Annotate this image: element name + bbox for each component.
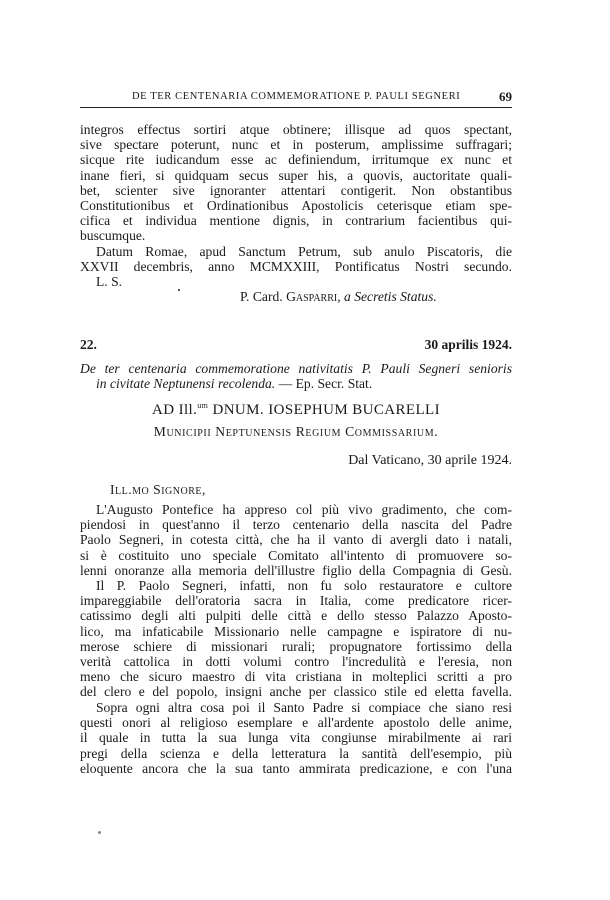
text-line: buscumque. bbox=[80, 228, 146, 244]
text-line: lico, ma infaticabile Missionario nelle campagne e ispiratore di nu- bbox=[80, 623, 512, 639]
text-line: sive spectare poterunt, nunc et in posterum, amplissime suffragari; bbox=[80, 137, 512, 153]
signature bbox=[80, 289, 512, 304]
text-line: Paolo Segneri, in cotesta città, che ha il vanto di avergli dato i natali, bbox=[80, 532, 512, 548]
text-line: bet, scienter sive ignoranter attentari contigerit. Non obstantibus bbox=[80, 182, 512, 198]
text-line: merose schiere di missionari rurali; propugnatore fortissimo della bbox=[80, 638, 512, 654]
print-speck bbox=[178, 289, 180, 291]
text-line: Constitutionibus et Ordinationibus Apostolicis ceterisque etiam spe- bbox=[80, 198, 512, 214]
text-line: Sopra ogni altra cosa poi il Santo Padre si compiace che siano resi bbox=[96, 700, 512, 715]
print-speck bbox=[98, 831, 101, 834]
subject-line-tail: — Ep. Secr. Stat. bbox=[275, 376, 373, 392]
letter-paragraph-1 bbox=[80, 502, 512, 578]
document-date: 30 aprilis 1924. bbox=[424, 337, 512, 352]
datum-line: XXVII decembris, anno MCMXXIII, Pontificatus Nostri secundo. bbox=[80, 258, 512, 274]
text-line: del clero e del popolo, insigni anche per classico stile ed eletta favella. bbox=[80, 684, 512, 700]
document-number: 22. bbox=[80, 337, 97, 352]
text-line: lenni onoranze alla memoria dell'illustre figlio della Compagnia di Gesù. bbox=[80, 562, 512, 578]
text-line: Il P. Paolo Segneri, infatti, non fu solo restauratore e cultore bbox=[96, 578, 512, 593]
text-line: questi onori al religioso esemplare e all'ardente apostolo delle anime, bbox=[80, 715, 512, 731]
subject-line-italic: in civitate Neptunensi recolenda. bbox=[96, 376, 276, 392]
addressee-post: DNUM. IOSEPHUM BUCARELLI bbox=[208, 402, 440, 418]
text-line: si è costituito uno speciale Comitato all'intento di promuovere so- bbox=[80, 547, 512, 563]
text-line: cifica et individua mentione dignis, in contrarium facientibus qui- bbox=[80, 213, 512, 229]
text-line: inane fieri, si quidquam secus super his, a quovis, auctoritate quali- bbox=[80, 167, 512, 183]
signature-prefix: P. Card. bbox=[240, 289, 287, 305]
prev-doc-text bbox=[80, 122, 512, 304]
text-line: eloquente ancora che la sua tanto ammirata predicazione, e con l'una bbox=[80, 760, 512, 776]
page-number: 69 bbox=[499, 89, 512, 104]
text-line: il quale in tutta la sua lunga vita congiunse mirabilmente ai rari bbox=[80, 730, 512, 746]
document-subject bbox=[80, 361, 512, 391]
addressee-pre: AD Ill. bbox=[151, 402, 198, 418]
letter-paragraph-3 bbox=[80, 700, 512, 776]
signature-suffix: , a Secretis Status. bbox=[337, 289, 437, 305]
salutation: Ill.mo Signore, bbox=[110, 482, 206, 497]
subject-line bbox=[80, 376, 512, 391]
running-head bbox=[80, 89, 512, 108]
addressee-office: Municipii Neptunensis Regium Commissarium. bbox=[153, 424, 439, 439]
subject-line: De ter centenaria commemoratione nativitatis P. Pauli Segneri senioris bbox=[80, 361, 512, 376]
addressee-sup: um bbox=[197, 401, 209, 410]
text-line: pregi della scienza e della letteratura la santità dell'esempio, più bbox=[80, 745, 512, 761]
letter-paragraph-2 bbox=[80, 578, 512, 700]
text-line: verità cattolica in dotti volumi contro l'incredulità e l'eresia, non bbox=[80, 654, 512, 670]
letter-dateline: Dal Vaticano, 30 aprile 1924. bbox=[348, 453, 512, 468]
addressee-heading bbox=[80, 401, 512, 419]
text-line: L'Augusto Pontefice ha appreso col più vivo gradimento, che com- bbox=[96, 502, 512, 517]
running-head-title: DE TER CENTENARIA COMMEMORATIONE P. PAULI SEGNERI bbox=[132, 91, 461, 102]
signature-name: Gasparri bbox=[286, 289, 338, 305]
text-line: sicque rite iudicandum esse ac definiendum, irritumque ex nunc et bbox=[80, 152, 512, 168]
text-line: integros effectus sortiri atque obtinere; illisque ad quos spectant, bbox=[80, 122, 512, 137]
text-line: impareggiabile dell'oratoria sacra in Italia, come predicatore ricer- bbox=[80, 593, 512, 609]
text-line: piendosi in quest'anno il terzo centenario della nascita del Padre bbox=[80, 517, 512, 533]
text-line: meno che sicuro maestro di vita cristiana in molteplici scritti a pro bbox=[80, 669, 512, 685]
locus-sigilli: L. S. bbox=[96, 274, 123, 290]
datum-line: Datum Romae, apud Sanctum Petrum, sub anulo Piscatoris, die bbox=[96, 243, 512, 259]
text-line: catissimo degli alti pulpiti delle città e dello stesso Palazzo Aposto- bbox=[80, 608, 512, 624]
